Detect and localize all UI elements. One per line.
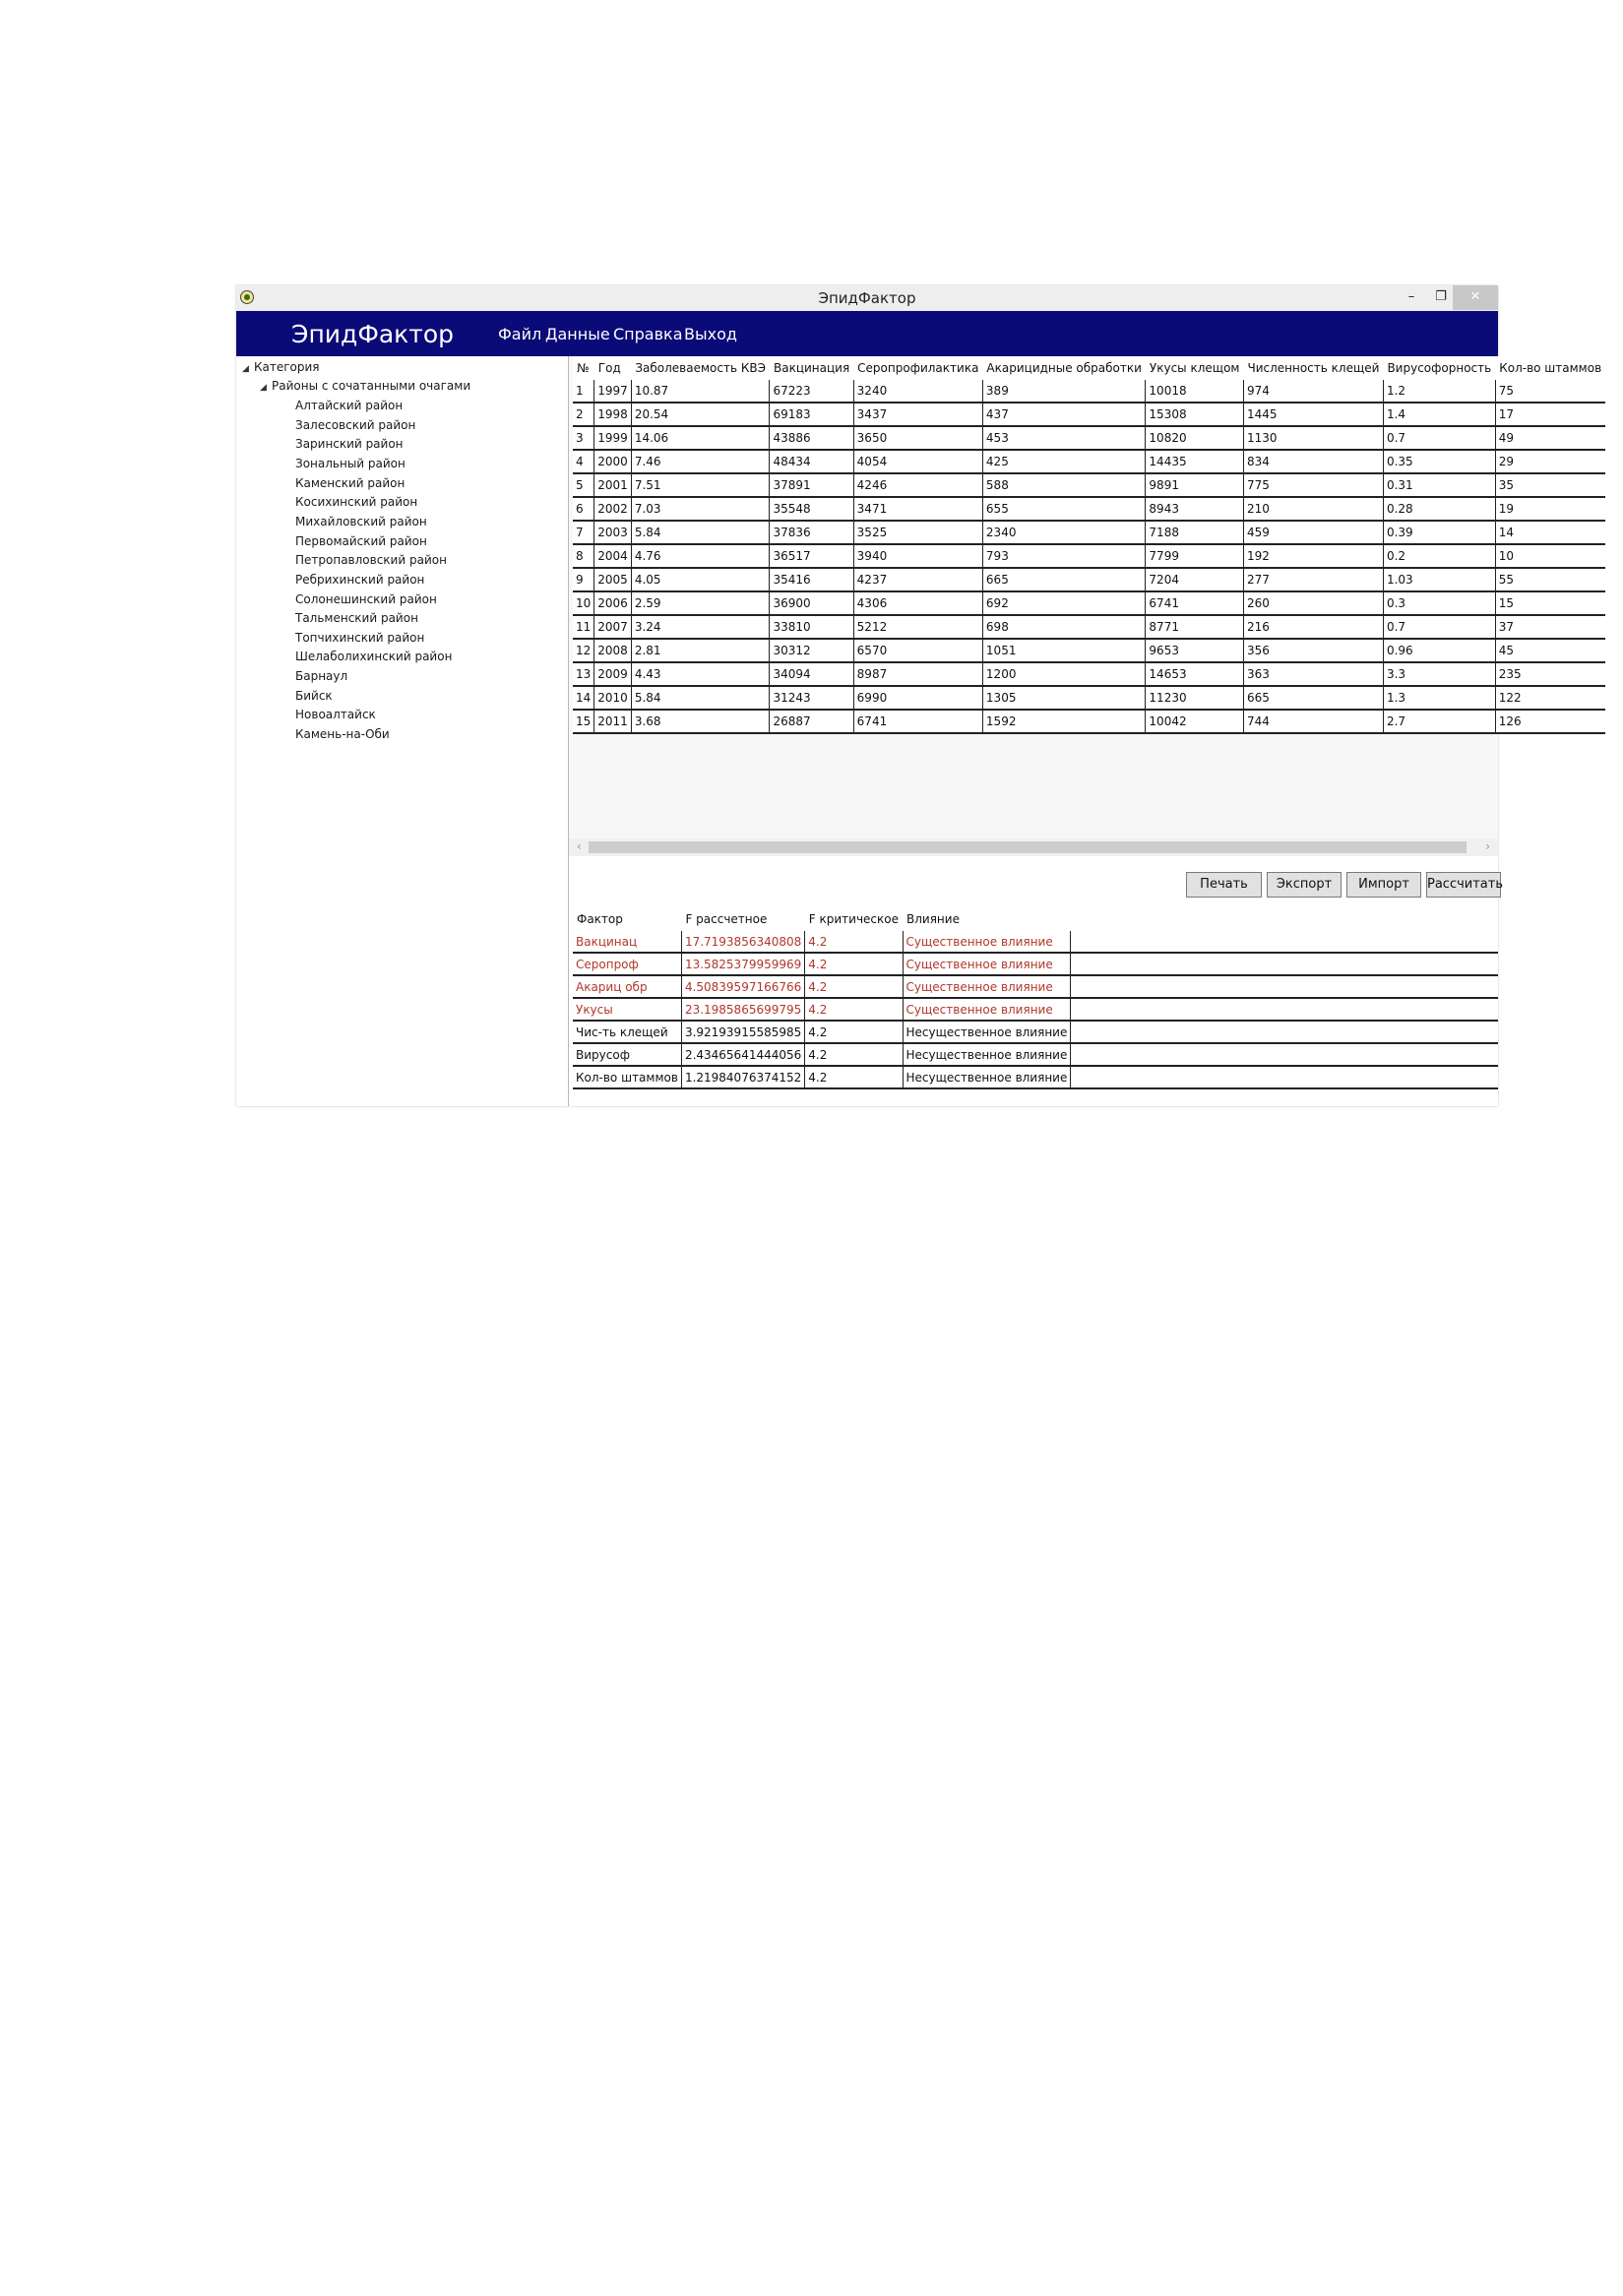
tree-item[interactable]: Косихинский район	[295, 495, 418, 510]
table-cell[interactable]: 6741	[853, 710, 982, 733]
table-cell[interactable]: 2008	[594, 639, 632, 662]
results-table	[573, 907, 1498, 1089]
result-row[interactable]	[573, 1066, 1498, 1088]
table-cell[interactable]: 0.28	[1383, 497, 1495, 521]
table-cell[interactable]: 2.7	[1383, 710, 1495, 733]
tree-item[interactable]: Барнаул	[295, 669, 348, 684]
result-cell-f-calc[interactable]: 4.50839597166766	[681, 975, 804, 998]
table-cell[interactable]: 36517	[770, 544, 853, 568]
table-cell[interactable]: 210	[1243, 497, 1383, 521]
table-cell[interactable]: 20.54	[631, 403, 770, 426]
expand-triangle-icon[interactable]: ◢	[242, 364, 249, 374]
result-cell-influence[interactable]: Несущественное влияние	[903, 1066, 1071, 1088]
result-row[interactable]	[573, 998, 1498, 1021]
scroll-thumb[interactable]	[589, 841, 1467, 853]
table-cell[interactable]: 4.05	[631, 568, 770, 591]
table-cell[interactable]: 15	[1495, 591, 1605, 615]
result-cell-factor[interactable]: Чис-ть клещей	[573, 1021, 681, 1043]
table-cell[interactable]: 122	[1495, 686, 1605, 710]
table-cell[interactable]: 7188	[1146, 521, 1244, 544]
table-cell[interactable]: 974	[1243, 380, 1383, 403]
table-cell[interactable]: 453	[982, 426, 1146, 450]
table-cell[interactable]: 665	[1243, 686, 1383, 710]
table-cell[interactable]: 3437	[853, 403, 982, 426]
table-cell[interactable]: 7799	[1146, 544, 1244, 568]
tree-item[interactable]: Залесовский район	[295, 417, 416, 432]
table-cell[interactable]: 4246	[853, 473, 982, 497]
table-cell[interactable]: 2010	[594, 686, 632, 710]
column-header[interactable]: Вакцинация	[770, 356, 853, 380]
table-cell[interactable]: 126	[1495, 710, 1605, 733]
column-header[interactable]: Фактор	[577, 912, 623, 926]
table-row[interactable]	[573, 544, 1605, 568]
table-cell[interactable]: 10042	[1146, 710, 1244, 733]
table-cell[interactable]: 0.2	[1383, 544, 1495, 568]
table-cell[interactable]: 17	[1495, 403, 1605, 426]
table-cell[interactable]: 10	[573, 591, 594, 615]
result-cell-f-crit[interactable]: 4.2	[805, 953, 903, 975]
table-cell[interactable]: 48434	[770, 450, 853, 473]
table-cell[interactable]: 4.43	[631, 662, 770, 686]
tree-item[interactable]: Бийск	[295, 688, 333, 703]
table-cell[interactable]: 75	[1495, 380, 1605, 403]
table-cell[interactable]: 356	[1243, 639, 1383, 662]
table-cell[interactable]: 6741	[1146, 591, 1244, 615]
data-table-header	[573, 356, 1605, 380]
result-cell-f-crit[interactable]: 4.2	[805, 975, 903, 998]
table-cell[interactable]: 31243	[770, 686, 853, 710]
table-cell[interactable]: 4237	[853, 568, 982, 591]
table-cell[interactable]: 8771	[1146, 615, 1244, 639]
result-cell-f-crit[interactable]: 4.2	[805, 1066, 903, 1088]
result-cell-factor[interactable]: Кол-во штаммов	[573, 1066, 681, 1088]
result-cell-factor[interactable]: Вирусоф	[573, 1043, 681, 1066]
table-cell[interactable]: 3471	[853, 497, 982, 521]
table-cell[interactable]: 10.87	[631, 380, 770, 403]
tree-item[interactable]: Топчихинский район	[295, 630, 425, 645]
table-cell[interactable]: 2009	[594, 662, 632, 686]
tree-item[interactable]: Солонешинский район	[295, 591, 437, 606]
table-cell[interactable]: 2004	[594, 544, 632, 568]
table-cell[interactable]: 10018	[1146, 380, 1244, 403]
table-cell[interactable]: 7	[573, 521, 594, 544]
table-cell[interactable]: 55	[1495, 568, 1605, 591]
table-cell[interactable]: 260	[1243, 591, 1383, 615]
table-cell[interactable]: 26887	[770, 710, 853, 733]
table-cell[interactable]: 5.84	[631, 521, 770, 544]
table-cell[interactable]: 5.84	[631, 686, 770, 710]
print-button[interactable]: Печать	[1186, 872, 1262, 898]
column-header[interactable]: Влияние	[906, 912, 960, 926]
app-window	[236, 285, 1602, 1106]
menu-exit[interactable]: Выход	[684, 325, 737, 343]
result-cell-f-crit[interactable]: 4.2	[805, 1021, 903, 1043]
table-cell[interactable]: 4.76	[631, 544, 770, 568]
table-cell[interactable]: 6	[573, 497, 594, 521]
scroll-right-icon[interactable]: ›	[1485, 839, 1490, 853]
table-cell[interactable]: 192	[1243, 544, 1383, 568]
app-brand: ЭпидФактор	[291, 320, 455, 348]
table-cell[interactable]: 235	[1495, 662, 1605, 686]
table-cell[interactable]: 49	[1495, 426, 1605, 450]
menu-help[interactable]: Справка	[613, 325, 683, 343]
result-cell-factor[interactable]: Укусы	[573, 998, 681, 1021]
table-cell[interactable]: 3.24	[631, 615, 770, 639]
table-cell[interactable]: 29	[1495, 450, 1605, 473]
result-cell-filler	[1071, 1043, 1498, 1066]
table-cell[interactable]: 10820	[1146, 426, 1244, 450]
scroll-left-icon[interactable]: ‹	[577, 839, 582, 853]
table-row[interactable]	[573, 521, 1605, 544]
table-cell[interactable]: 1051	[982, 639, 1146, 662]
table-cell[interactable]: 834	[1243, 450, 1383, 473]
result-cell-filler	[1071, 998, 1498, 1021]
table-cell[interactable]: 14	[1495, 521, 1605, 544]
column-header[interactable]: №	[573, 356, 594, 380]
table-cell[interactable]: 15	[573, 710, 594, 733]
table-cell[interactable]: 12	[573, 639, 594, 662]
result-row[interactable]	[573, 1021, 1498, 1043]
table-cell[interactable]: 36900	[770, 591, 853, 615]
expand-triangle-icon[interactable]: ◢	[260, 383, 267, 393]
table-cell[interactable]: 7.46	[631, 450, 770, 473]
table-cell[interactable]: 1999	[594, 426, 632, 450]
tree-item[interactable]: Шелаболихинский район	[295, 650, 453, 664]
table-cell[interactable]: 4054	[853, 450, 982, 473]
table-cell[interactable]: 9	[573, 568, 594, 591]
tree-item[interactable]: Новоалтайск	[295, 708, 376, 722]
table-cell[interactable]: 0.31	[1383, 473, 1495, 497]
table-cell[interactable]: 3.3	[1383, 662, 1495, 686]
result-cell-f-crit[interactable]: 4.2	[805, 931, 903, 953]
result-cell-filler	[1071, 975, 1498, 998]
table-row[interactable]	[573, 662, 1605, 686]
table-row[interactable]	[573, 615, 1605, 639]
table-row[interactable]	[573, 568, 1605, 591]
table-cell[interactable]: 1997	[594, 380, 632, 403]
table-row[interactable]	[573, 403, 1605, 426]
table-cell[interactable]: 1	[573, 380, 594, 403]
table-cell[interactable]: 1200	[982, 662, 1146, 686]
table-cell[interactable]: 34094	[770, 662, 853, 686]
table-cell[interactable]: 2002	[594, 497, 632, 521]
tree-item[interactable]: Первомайский район	[295, 533, 427, 548]
menu-bar	[236, 311, 1498, 356]
table-cell[interactable]: 4	[573, 450, 594, 473]
table-cell[interactable]: 389	[982, 380, 1146, 403]
table-cell[interactable]: 2	[573, 403, 594, 426]
table-cell[interactable]: 2.81	[631, 639, 770, 662]
table-cell[interactable]: 3	[573, 426, 594, 450]
table-cell[interactable]: 588	[982, 473, 1146, 497]
table-cell[interactable]: 1592	[982, 710, 1146, 733]
table-cell[interactable]: 775	[1243, 473, 1383, 497]
title-bar	[236, 285, 1498, 312]
table-cell[interactable]: 43886	[770, 426, 853, 450]
table-cell[interactable]: 8943	[1146, 497, 1244, 521]
column-header[interactable]: Кол-во штаммов	[1495, 356, 1605, 380]
table-cell[interactable]: 8	[573, 544, 594, 568]
table-cell[interactable]: 13	[573, 662, 594, 686]
category-tree	[236, 356, 569, 1106]
table-cell[interactable]: 2007	[594, 615, 632, 639]
table-cell[interactable]: 35548	[770, 497, 853, 521]
table-cell[interactable]: 1.3	[1383, 686, 1495, 710]
result-cell-influence[interactable]: Существенное влияние	[903, 998, 1071, 1021]
table-row[interactable]	[573, 380, 1605, 403]
table-cell[interactable]: 1305	[982, 686, 1146, 710]
result-cell-influence[interactable]: Несущественное влияние	[903, 1043, 1071, 1066]
tree-group-label: Районы с сочатанными очагами	[272, 379, 471, 393]
table-cell[interactable]: 35	[1495, 473, 1605, 497]
table-cell[interactable]: 14435	[1146, 450, 1244, 473]
table-cell[interactable]: 1130	[1243, 426, 1383, 450]
result-cell-filler	[1071, 931, 1498, 953]
table-cell[interactable]: 277	[1243, 568, 1383, 591]
table-cell[interactable]: 2001	[594, 473, 632, 497]
table-cell[interactable]: 698	[982, 615, 1146, 639]
column-header[interactable]: Укусы клещом	[1146, 356, 1244, 380]
result-cell-influence[interactable]: Несущественное влияние	[903, 1021, 1071, 1043]
table-cell[interactable]: 67223	[770, 380, 853, 403]
table-cell[interactable]: 1.2	[1383, 380, 1495, 403]
tree-item[interactable]: Тальменский район	[295, 611, 418, 626]
result-cell-factor[interactable]: Вакцинац	[573, 931, 681, 953]
result-cell-influence[interactable]: Существенное влияние	[903, 975, 1071, 998]
column-header[interactable]: F рассчетное	[685, 912, 768, 926]
result-row[interactable]	[573, 953, 1498, 975]
menu-data[interactable]: Данные	[545, 325, 610, 343]
table-cell[interactable]: 11230	[1146, 686, 1244, 710]
column-header[interactable]: Численность клещей	[1243, 356, 1383, 380]
result-row[interactable]	[573, 975, 1498, 998]
tree-item[interactable]: Камень-на-Оби	[295, 727, 390, 742]
table-cell[interactable]: 14653	[1146, 662, 1244, 686]
import-button[interactable]: Импорт	[1346, 872, 1421, 898]
table-cell[interactable]: 14	[573, 686, 594, 710]
table-cell[interactable]: 35416	[770, 568, 853, 591]
table-row[interactable]	[573, 591, 1605, 615]
table-cell[interactable]: 11	[573, 615, 594, 639]
table-cell[interactable]: 3.68	[631, 710, 770, 733]
table-cell[interactable]: 37891	[770, 473, 853, 497]
column-header[interactable]: Акарицидные обработки	[982, 356, 1146, 380]
results-grid	[569, 907, 1498, 1106]
table-cell[interactable]: 2011	[594, 710, 632, 733]
table-row[interactable]	[573, 639, 1605, 662]
tree-item[interactable]: Алтайский район	[295, 399, 404, 412]
table-cell[interactable]: 1.4	[1383, 403, 1495, 426]
table-cell[interactable]: 1.03	[1383, 568, 1495, 591]
close-button[interactable]: ✕	[1453, 285, 1498, 310]
result-cell-filler	[1071, 1021, 1498, 1043]
result-cell-f-crit[interactable]: 4.2	[805, 1043, 903, 1066]
data-table	[573, 356, 1605, 734]
export-button[interactable]: Экспорт	[1267, 872, 1342, 898]
table-cell[interactable]: 7204	[1146, 568, 1244, 591]
table-cell[interactable]: 363	[1243, 662, 1383, 686]
table-row[interactable]	[573, 450, 1605, 473]
table-cell[interactable]: 5212	[853, 615, 982, 639]
result-cell-filler	[1071, 1066, 1498, 1088]
table-row[interactable]	[573, 473, 1605, 497]
table-cell[interactable]: 33810	[770, 615, 853, 639]
table-cell[interactable]: 0.39	[1383, 521, 1495, 544]
tree-item[interactable]: Заринский район	[295, 437, 404, 452]
tree-item[interactable]: Зональный район	[295, 456, 406, 470]
table-cell[interactable]: 37836	[770, 521, 853, 544]
table-cell[interactable]: 744	[1243, 710, 1383, 733]
table-cell[interactable]: 0.3	[1383, 591, 1495, 615]
result-cell-f-calc[interactable]: 1.21984076374152	[681, 1066, 804, 1088]
table-cell[interactable]: 216	[1243, 615, 1383, 639]
table-cell[interactable]: 30312	[770, 639, 853, 662]
calculate-button[interactable]: Рассчитать	[1426, 872, 1501, 898]
table-cell[interactable]: 0.7	[1383, 426, 1495, 450]
table-cell[interactable]: 2340	[982, 521, 1146, 544]
result-cell-f-calc[interactable]: 3.92193915585985	[681, 1021, 804, 1043]
column-header[interactable]: F критическое	[808, 912, 899, 926]
table-cell[interactable]: 437	[982, 403, 1146, 426]
table-cell[interactable]: 2000	[594, 450, 632, 473]
table-cell[interactable]: 0.7	[1383, 615, 1495, 639]
tree-item[interactable]: Каменский район	[295, 475, 406, 490]
table-cell[interactable]: 9653	[1146, 639, 1244, 662]
table-cell[interactable]: 45	[1495, 639, 1605, 662]
tree-group[interactable]	[260, 379, 470, 393]
tree-item[interactable]: Ребрихинский район	[295, 572, 425, 587]
table-row[interactable]	[573, 710, 1605, 733]
result-cell-factor[interactable]: Акариц обр	[573, 975, 681, 998]
table-cell[interactable]: 655	[982, 497, 1146, 521]
column-header[interactable]: Заболеваемость КВЭ	[631, 356, 770, 380]
table-cell[interactable]: 9891	[1146, 473, 1244, 497]
table-cell[interactable]: 3650	[853, 426, 982, 450]
table-row[interactable]	[573, 686, 1605, 710]
table-cell[interactable]: 69183	[770, 403, 853, 426]
table-cell[interactable]: 10	[1495, 544, 1605, 568]
table-cell[interactable]: 6990	[853, 686, 982, 710]
tree-root-label: Категория	[254, 360, 320, 374]
horizontal-scrollbar[interactable]	[569, 838, 1498, 856]
result-cell-f-calc[interactable]: 23.1985865699795	[681, 998, 804, 1021]
result-cell-influence[interactable]: Существенное влияние	[903, 953, 1071, 975]
column-header[interactable]: Год	[594, 356, 632, 380]
table-cell[interactable]: 2006	[594, 591, 632, 615]
result-cell-f-calc[interactable]: 2.43465641444056	[681, 1043, 804, 1066]
table-cell[interactable]: 15308	[1146, 403, 1244, 426]
table-cell[interactable]: 4306	[853, 591, 982, 615]
table-cell[interactable]: 3525	[853, 521, 982, 544]
table-cell[interactable]: 2.59	[631, 591, 770, 615]
table-cell[interactable]: 3240	[853, 380, 982, 403]
maximize-button[interactable]: ❐	[1435, 289, 1447, 304]
table-cell[interactable]: 3940	[853, 544, 982, 568]
result-cell-factor[interactable]: Серопроф	[573, 953, 681, 975]
table-cell[interactable]: 5	[573, 473, 594, 497]
table-cell[interactable]: 0.96	[1383, 639, 1495, 662]
table-cell[interactable]: 692	[982, 591, 1146, 615]
table-cell[interactable]: 425	[982, 450, 1146, 473]
result-cell-filler	[1071, 953, 1498, 975]
table-cell[interactable]: 7.03	[631, 497, 770, 521]
tree-item[interactable]: Петропавловский район	[295, 553, 447, 568]
result-cell-influence[interactable]: Существенное влияние	[903, 931, 1071, 953]
data-grid	[569, 356, 1602, 856]
table-cell[interactable]: 0.35	[1383, 450, 1495, 473]
table-cell[interactable]: 459	[1243, 521, 1383, 544]
table-cell[interactable]: 2005	[594, 568, 632, 591]
result-cell-f-calc[interactable]: 13.5825379959969	[681, 953, 804, 975]
table-cell[interactable]: 37	[1495, 615, 1605, 639]
results-table-header	[573, 907, 1498, 931]
tree-root[interactable]	[242, 360, 320, 374]
column-header[interactable]: Серопрофилактика	[853, 356, 982, 380]
menu-file[interactable]: Файл	[498, 325, 542, 343]
tree-item[interactable]: Михайловский район	[295, 514, 427, 528]
table-cell[interactable]: 793	[982, 544, 1146, 568]
result-row[interactable]	[573, 931, 1498, 953]
minimize-button[interactable]: –	[1407, 289, 1415, 304]
result-row[interactable]	[573, 1043, 1498, 1066]
table-row[interactable]	[573, 426, 1605, 450]
window-title: ЭпидФактор	[818, 289, 916, 307]
table-cell[interactable]: 6570	[853, 639, 982, 662]
table-cell[interactable]: 1445	[1243, 403, 1383, 426]
table-cell[interactable]: 7.51	[631, 473, 770, 497]
result-cell-f-calc[interactable]: 17.7193856340808	[681, 931, 804, 953]
table-cell[interactable]: 14.06	[631, 426, 770, 450]
column-header-filler	[1071, 907, 1498, 931]
table-cell[interactable]: 19	[1495, 497, 1605, 521]
table-cell[interactable]: 2003	[594, 521, 632, 544]
table-cell[interactable]: 1998	[594, 403, 632, 426]
table-row[interactable]	[573, 497, 1605, 521]
table-cell[interactable]: 665	[982, 568, 1146, 591]
table-cell[interactable]: 8987	[853, 662, 982, 686]
column-header[interactable]: Вирусофорность	[1383, 356, 1495, 380]
result-cell-f-crit[interactable]: 4.2	[805, 998, 903, 1021]
